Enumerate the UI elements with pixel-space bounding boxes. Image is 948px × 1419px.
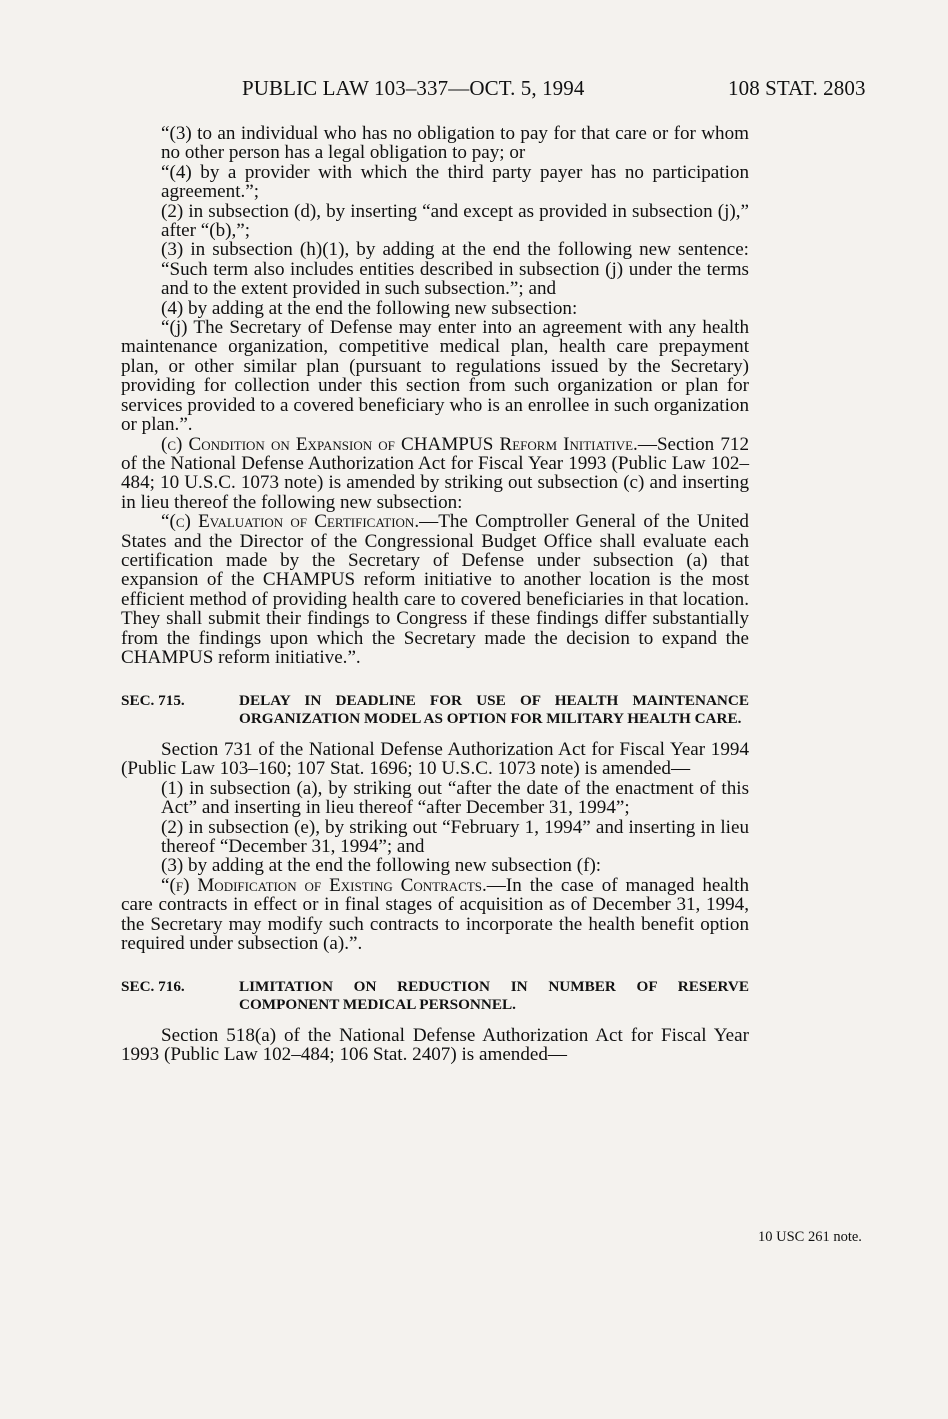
paragraph: (4) by adding at the end the following new subsection: [161, 297, 578, 319]
paragraph: Section 731 of the National Defense Authorization Act for Fiscal Year 1994 (Public Law 103–160; 107 Stat. 1696; 10 U.S.C. 1073 note) is amended— [121, 738, 749, 780]
subsection-heading: (c) Condition on Expansion of CHAMPUS Reform Initiative. [161, 433, 638, 455]
subsection-heading: “(c) Evaluation of Certification. [161, 511, 420, 533]
section-title: DELAY IN DEADLINE FOR USE OF HEALTH MAINTENANCE ORGANIZATION MODEL AS OPTION FOR MILITARY HEALTH CARE. [239, 692, 749, 728]
margin-note: 10 USC 261 note. [758, 1229, 862, 1245]
paragraph: “(4) by a provider with which the third party payer has no participation agreement.”; [161, 161, 749, 203]
header-stat-page: 108 STAT. 2803 [728, 76, 866, 100]
paragraph: (1) in subsection (a), by striking out “after the date of the enactment of this Act” and inserting in lieu thereof “after December 31, 1994”; [161, 777, 749, 819]
section-heading-715 [121, 692, 749, 728]
paragraph [121, 876, 749, 954]
paragraph [121, 435, 749, 513]
subsection-text: —The Comptroller General of the United States and the Director of the Congressional Budget Office shall evaluate each certification made by the Secretary of Defense under subsection (a) that expansion of the CHAMPUS reform initiative to another location is the most efficient method of providing health care to covered beneficiaries in that location. They shall submit their findings to Congress if these findings differ substantially from the findings upon which the Secretary made the decision to expand the CHAMPUS reform initiative.”. [121, 511, 749, 668]
paragraph: “(j) The Secretary of Defense may enter into an agreement with any health maintenance organization, competitive medical plan, health care prepayment plan, or other similar plan (pursuant to regulations issued by the Secretary) providing for collection under this section from such organization or plan for services provided to a covered beneficiary who is an enrollee in such organization or plan.”. [121, 317, 749, 436]
subsection-text: —In the case of managed health care contracts in effect or in final stages of acquisition as of December 31, 1994, the Secretary may modify such contracts to incorporate the health benefit option required under subsection (a).”. [121, 874, 749, 955]
paragraph: “(3) to an individual who has no obligation to pay for that care or for whom no other person has a legal obligation to pay; or [161, 123, 749, 164]
paragraph: (2) in subsection (d), by inserting “and except as provided in subsection (j),” after “(b),”; [161, 200, 749, 242]
section-title: LIMITATION ON REDUCTION IN NUMBER OF RESERVE COMPONENT MEDICAL PERSONNEL. [239, 978, 749, 1014]
paragraph [121, 512, 749, 667]
section-number: SEC. 715. [121, 692, 185, 710]
section-number: SEC. 716. [121, 978, 185, 996]
header-title: PUBLIC LAW 103–337—OCT. 5, 1994 [242, 76, 585, 100]
section-heading-716 [121, 978, 749, 1014]
subsection-text: —Section 712 of the National Defense Authorization Act for Fiscal Year 1993 (Public Law 102–484; 10 U.S.C. 1073 note) is amended by striking out subsection (c) and inserting in lieu thereof the following new subsection: [121, 433, 750, 513]
paragraph: (3) in subsection (h)(1), by adding at the end the following new sentence: “Such term also includes entities described in subsection (j) under the terms and to the extent provided in such subsection.”; and [161, 239, 749, 300]
paragraph: (2) in subsection (e), by striking out “February 1, 1994” and inserting in lieu thereof “December 31, 1994”; and [161, 816, 749, 857]
paragraph: Section 518(a) of the National Defense Authorization Act for Fiscal Year 1993 (Public Law 102–484; 106 Stat. 2407) is amended— [121, 1025, 749, 1066]
subsection-heading: “(f) Modification of Existing Contracts. [161, 874, 487, 896]
body-text [121, 124, 749, 1065]
paragraph: (3) by adding at the end the following new subsection (f): [161, 855, 602, 877]
